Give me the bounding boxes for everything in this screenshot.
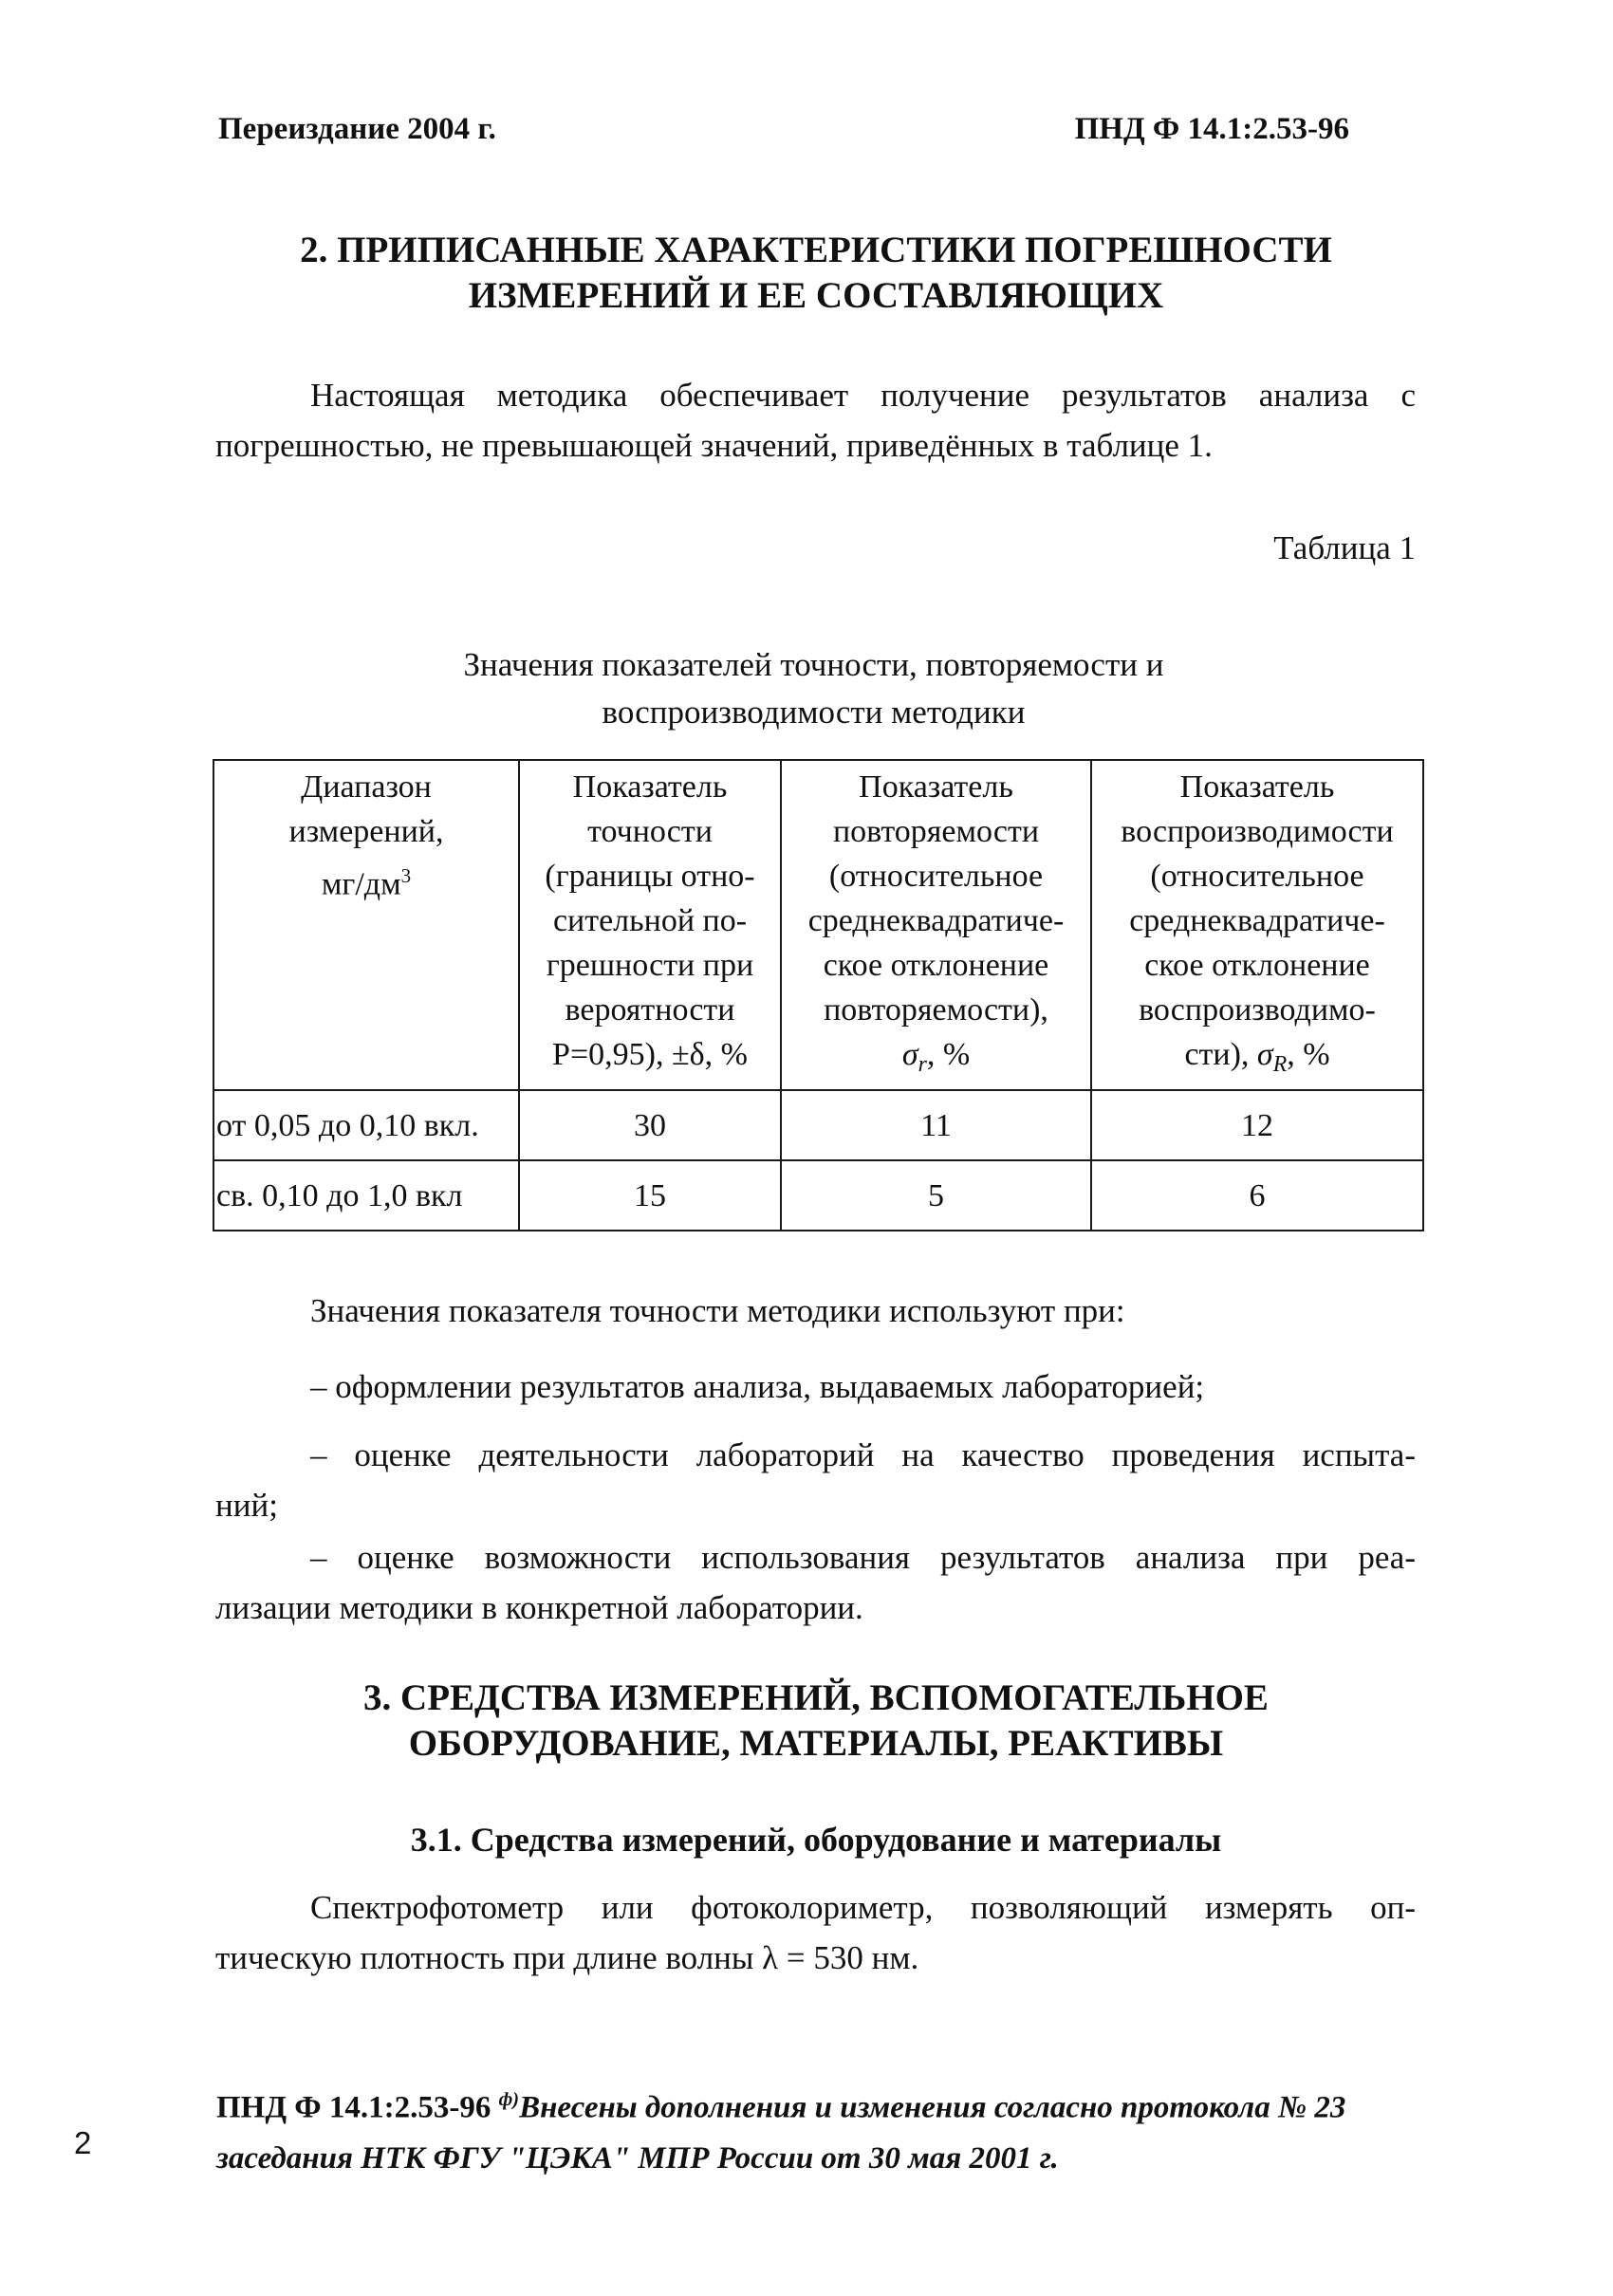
usage-item-1: – оформлении результатов анализа, выдаваемых лабораторией; [310,1368,1205,1405]
header-reproducibility: Показатель воспроизводимости (относительное среднеквадратиче- ское отклонение воспроизводимо- сти), $\sigma_R$, % [1091,760,1423,1090]
footnote-text-line: заседания НТК ФГУ "ЦЭКА" МПР России от 30 мая 2001 г. [216,2141,1059,2176]
usage-item-2: – оценке деятельности лабораторий на качество проведения испыта- ний; [215,1436,1416,1524]
section-2-heading [218,228,1414,318]
section-3-heading [218,1676,1414,1766]
footnote-doc-code: ПНД Ф 14.1:2.53-96 [216,2090,499,2125]
cell-reproducibility: 6 [1091,1160,1423,1231]
sigma-symbol: σ [901,1037,918,1072]
cell-range: св. 0,10 до 1,0 вкл [213,1160,519,1231]
table-caption-line: Значения показателей точности, повторяемости и [463,646,1164,683]
header-repeatability: Показатель повторяемости (относительное среднеквадратиче- ское отклонение повторяемости), $\sigma_r$, % [781,760,1091,1090]
header-accuracy: Показатель точности (границы отно- сительной по- грешности при вероятности Р=0,95), ±δ, % [519,760,781,1090]
sigma-symbol: σ [1256,1037,1273,1072]
table-caption-line: воспроизводимости методики [602,694,1026,731]
superscript-3: 3 [400,864,412,887]
table-caption [285,641,1343,736]
section-3-1-body: Спектрофотометр или фотоколориметр, позволяющий измерять оп- тическую плотность при длине волны λ = 530 нм. [215,1889,1416,1976]
footnote [216,2074,1440,2184]
section-2-intro [215,370,1416,471]
subsection-3-1-heading: 3.1. Средства измерений, оборудование и материалы [410,1821,1222,1859]
header-range: Диапазон измерений, $мг/дм^3$ [213,760,519,1090]
cell-accuracy: 30 [519,1090,781,1160]
usage-item-3: – оценке возможности использования результатов анализа при реа- лизации методики в конкретной лаборатории. [215,1539,1416,1626]
section-3-heading-line: ОБОРУДОВАНИЕ, МАТЕРИАЛЫ, РЕАКТИВЫ [408,1722,1224,1764]
footnote-mark: ф) [498,2089,520,2110]
intro-line: Настоящая методика обеспечивает получение результатов анализа с [310,377,1416,414]
usage-intro: Значения показателя точности методики используют при: [310,1292,1125,1329]
section-2-heading-line: ИЗМЕРЕНИЙ И ЕЕ СОСТАВЛЯЮЩИХ [468,274,1164,316]
intro-line: погрешностью, не превышающей значений, приведённых в таблице 1. [215,427,1213,464]
cell-range: от 0,05 до 0,10 вкл. [213,1090,519,1160]
edition-label: Переиздание 2004 г. [218,112,496,146]
document-code: ПНД Ф 14.1:2.53-96 [1074,112,1349,146]
cell-accuracy: 15 [519,1160,781,1231]
cell-reproducibility: 12 [1091,1090,1423,1160]
section-2-heading-line: 2. ПРИПИСАННЫЕ ХАРАКТЕРИСТИКИ ПОГРЕШНОСТИ [300,230,1332,270]
accuracy-table [213,759,1424,1231]
footnote-text-line: Внесены дополнения и изменения согласно протокола № 23 [519,2090,1346,2125]
cell-repeatability: 11 [781,1090,1091,1160]
table-label: Таблица 1 [1273,529,1416,566]
table-header-row [213,760,1423,1090]
table-row [213,1090,1423,1160]
table-row [213,1160,1423,1231]
cell-repeatability: 5 [781,1160,1091,1231]
section-3-heading-line: 3. СРЕДСТВА ИЗМЕРЕНИЙ, ВСПОМОГАТЕЛЬНОЕ [363,1677,1269,1718]
page-number: 2 [74,2125,92,2160]
